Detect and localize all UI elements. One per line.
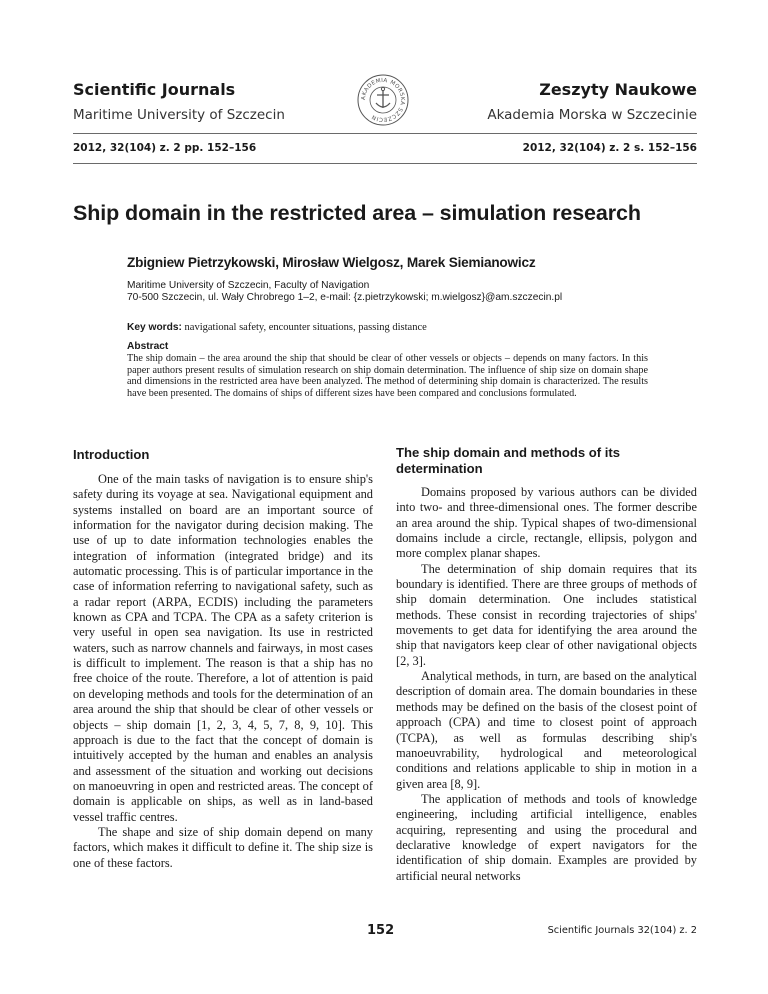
column-left — [73, 472, 373, 871]
citation-pl: 2012, 32(104) z. 2 s. 152–156 — [522, 142, 697, 154]
paragraph: The shape and size of ship domain depend on many factors, which makes it difficult to define it. The ship size is one of these factors. — [73, 824, 373, 870]
keywords — [127, 322, 427, 333]
article-authors: Zbigniew Pietrzykowski, Mirosław Wielgosz, Marek Siemianowicz — [127, 255, 536, 270]
paragraph: The determination of ship domain requires that its boundary is identified. There are three groups of methods of ship domain determination. One includes statistical methods. These consist in recording trajectories of ships' movements to get data for identifying the area around the ship that navigators keep clear of other navigational objects [2, 3]. — [396, 561, 697, 668]
abstract-text: The ship domain – the area around the ship that should be clear of other vessels or objects – depends on many factors. In this paper authors present results of simulation research on ship domain determination. The influence of ship size on domain shape and dimensions in the restricted area have been analyzed. The method of determining ship domain is characterized. The results have been presented. The domains of ships of different sizes have been compared and conclusions formulated. — [127, 353, 648, 399]
section-heading-introduction: Introduction — [73, 447, 150, 462]
abstract-heading: Abstract — [127, 341, 169, 352]
section-heading-ship-domain: The ship domain and methods of its determination — [396, 445, 621, 476]
affiliation-line-2: 70-500 Szczecin, ul. Wały Chrobrego 1–2, e-mail: {z.pietrzykowski; m.wielgosz}@am.szczecin.pl — [127, 292, 563, 303]
publisher-pl: Akademia Morska w Szczecinie — [487, 107, 697, 123]
keywords-label: Key words: — [127, 322, 182, 333]
journal-title-en: Scientific Journals — [73, 80, 236, 99]
article-title: Ship domain in the restricted area – simulation research — [73, 201, 641, 225]
paragraph: One of the main tasks of navigation is to ensure ship's safety during its voyage at sea. Navigational equipment and systems installed on board are an important source of information for the navigator during decision making. The use of up to date information technologies enables the integration of information (integrated bridge) and its automatic processing. This is of particular importance in the case of information referring to navigational safety, such as a radar report (ARPA, ECDIS) including the parameters known as CPA and TCPA. The CPA as a safety criterion is very useful in open sea navigation. Its use in restricted waters, such as narrow channels and fairways, in most cases is difficult to implement. The reason is that a ship has no free choice of the route. Therefore, a lot of attention is paid on developing methods and tools for the determination of an area around the ship that should be clear of other vessels or objects – ship domain [1, 2, 3, 4, 5, 7, 8, 9, 10]. This approach is due to the fact that the concept of domain is intuitively accepted by the human and enables an analysis and assessment of the situation and working out decisions on manoeuvring in open and restricted areas. The concept of domain is applicable on ships, as well as in land-based vessel traffic centres. — [73, 472, 373, 824]
journal-title-pl: Zeszyty Naukowe — [539, 80, 697, 99]
paragraph: Analytical methods, in turn, are based on the analytical description of domain area. The domain boundaries in these methods may be defined on the basis of the closest point of approach (CPA) and time to closest point of approach (TCPA), as well as formulas describing ship's manoeuvrability, hydrological and meteorological conditions and relations applicable to ship in motion in a given area [8, 9]. — [396, 669, 697, 791]
page-number: 152 — [367, 923, 395, 938]
paragraph: Domains proposed by various authors can be divided into two- and three-dimensional ones. The former describe an area around the ship. Typical shapes of two-dimensional domains include a circle, rectangle, ellipsis, polygon and more complex planar shapes. — [396, 485, 697, 561]
footer-journal-ref: Scientific Journals 32(104) z. 2 — [547, 925, 697, 936]
paragraph: The application of methods and tools of knowledge engineering, including artificial intelligence, enables acquiring, representing and using the procedural and declarative knowledge of expert navigators for the identification of ship domain. Examples are provided by artificial neural networks — [396, 791, 697, 883]
column-right — [396, 485, 697, 884]
publisher-en: Maritime University of Szczecin — [73, 107, 285, 123]
anchor-icon — [376, 90, 390, 108]
university-logo — [356, 73, 410, 127]
keywords-text: navigational safety, encounter situations, passing distance — [184, 322, 427, 333]
header-divider-top — [73, 133, 697, 134]
header-divider-bottom — [73, 163, 697, 164]
citation-en: 2012, 32(104) z. 2 pp. 152–156 — [73, 142, 257, 154]
logo-lettering: AKADEMIA MORSKA SZCZECIN — [360, 77, 406, 123]
affiliation-line-1: Maritime University of Szczecin, Faculty of Navigation — [127, 280, 370, 291]
